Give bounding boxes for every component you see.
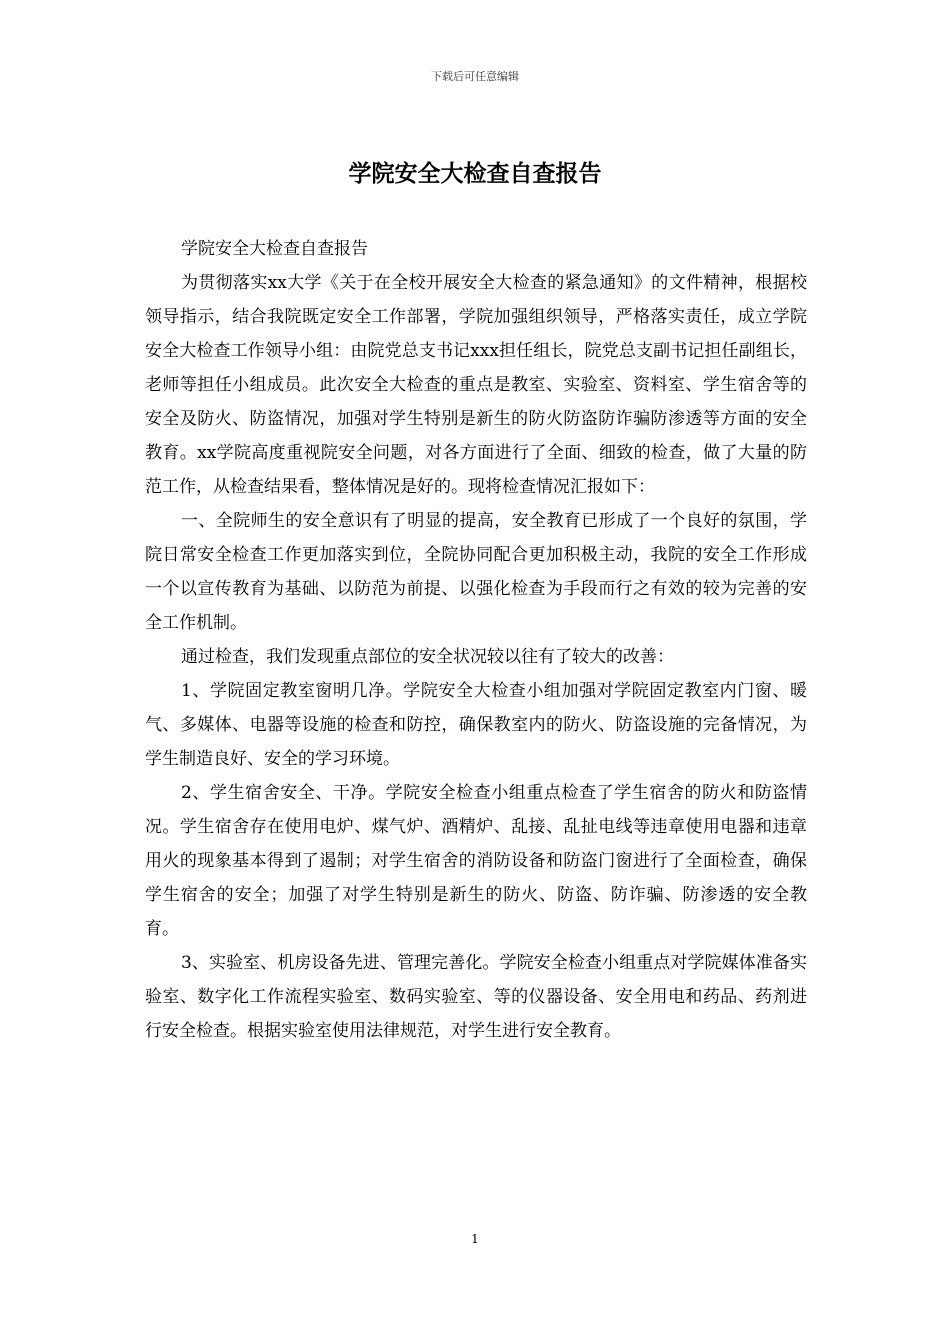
paragraph-findings-lead: 通过检查，我们发现重点部位的安全状况较以往有了较大的改善：	[181, 647, 674, 667]
paragraph-intro: 为贯彻落实xx大学《关于在全校开展安全大检查的紧急通知》的文件精神，根据校领导指示，结合我院既定安全工作部署，学院加强组织领导，严格落实责任，成立学院安全大检查工作领导小组：由院党总支书记xxx担任组长，院党总支副书记担任副组长，老师等担任小组成员。此次安全大检查的重点是教室、实验室、资料室、学生宿舍等的安全及防火、防盗情况，加强对学生特别是新生的防火防盗防诈骗防渗透等方面的安全教育。xx学院高度重视院安全问题，对各方面进行了全面、细致的检查，做了大量的防范工作，从检查结果看，整体情况是好的。现将检查情况汇报如下：	[145, 273, 807, 497]
document-title: 学院安全大检查自查报告	[348, 161, 602, 187]
document-body	[145, 232, 807, 1048]
paragraph-item-1: 1、学院固定教室窗明几净。学院安全大检查小组加强对学院固定教室内门窗、暖气、多媒体、电器等设施的检查和防控，确保教室内的防火、防盗设施的完备情况，为学生制造良好、安全的学习环境。	[145, 681, 807, 769]
page-number: 1	[471, 1232, 479, 1246]
page-header-note: 下载后可任意编辑	[431, 70, 519, 83]
paragraph-subtitle: 学院安全大检查自查报告	[181, 239, 368, 259]
paragraph-item-2: 2、学生宿舍安全、干净。学院安全检查小组重点检查了学生宿舍的防火和防盗情况。学生宿舍存在使用电炉、煤气炉、酒精炉、乱接、乱扯电线等违章使用电器和违章用火的现象基本得到了遏制；对学生宿舍的消防设备和防盗门窗进行了全面检查，确保学生宿舍的安全；加强了对学生特别是新生的防火、防盗、防诈骗、防渗透的安全教育。	[145, 783, 807, 939]
paragraph-item-3: 3、实验室、机房设备先进、管理完善化。学院安全检查小组重点对学院媒体准备实验室、数字化工作流程实验室、数码实验室、等的仪器设备、安全用电和药品、药剂进行安全检查。根据实验室使用法律规范，对学生进行安全教育。	[145, 953, 807, 1041]
paragraph-section-one: 一、全院师生的安全意识有了明显的提高，安全教育已形成了一个良好的氛围，学院日常安全检查工作更加落实到位，全院协同配合更加积极主动，我院的安全工作形成一个以宣传教育为基础、以防范为前提、以强化检查为手段而行之有效的较为完善的安全工作机制。	[145, 511, 807, 633]
